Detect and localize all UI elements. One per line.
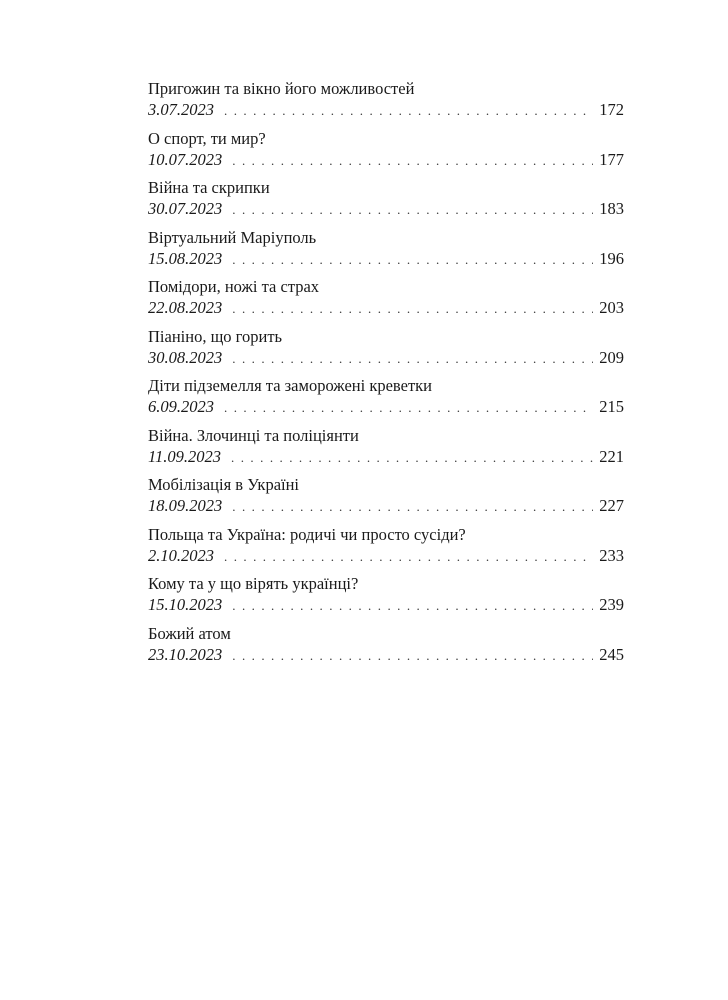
toc-entry-page: 239 [599, 595, 624, 614]
dot-leader [232, 199, 593, 221]
toc-entry[interactable] [148, 573, 624, 623]
toc-entry[interactable] [148, 177, 624, 227]
toc-entry-date: 2.10.2023 [148, 545, 214, 565]
toc-entry-page: 233 [599, 545, 624, 565]
toc-entry-page: 203 [599, 298, 624, 317]
toc-entry-title: Мобілізація в Україні [148, 475, 300, 494]
toc-entry-line [148, 644, 624, 667]
toc-entry-date: 11.09.2023 [148, 446, 222, 466]
toc-entry-title: Війна та скрипки [148, 178, 270, 197]
toc-entry-title: Війна. Злочинці та поліціянти [148, 425, 359, 445]
toc-entry-line [148, 545, 624, 568]
toc-entry-line [148, 446, 624, 469]
toc-entry-date: 3.07.2023 [148, 100, 214, 119]
toc-entry-line [148, 149, 624, 172]
toc-entry-page: 177 [599, 149, 624, 169]
toc-entry[interactable] [148, 425, 624, 475]
toc-entry-date: 6.09.2023 [148, 397, 214, 416]
toc-entry-title: Піаніно, що горить [148, 326, 283, 346]
toc-entry[interactable] [148, 78, 624, 128]
toc-entry[interactable] [148, 524, 624, 574]
dot-leader [224, 397, 593, 419]
toc-entry-date: 30.08.2023 [148, 347, 223, 367]
dot-leader [232, 496, 593, 518]
toc-entry-line [148, 198, 624, 221]
toc-entry-date: 22.08.2023 [148, 298, 223, 317]
dot-leader [231, 447, 593, 469]
toc-entry-page: 172 [599, 100, 624, 119]
toc-entry[interactable] [148, 128, 624, 178]
dot-leader [224, 546, 593, 568]
dot-leader [232, 348, 593, 370]
toc-entry-page: 221 [599, 446, 624, 466]
toc-entry-line [148, 396, 624, 419]
toc-entry-page: 245 [599, 644, 624, 664]
toc-entry[interactable] [148, 227, 624, 277]
toc-entry-date: 23.10.2023 [148, 644, 223, 664]
toc-entry-page: 227 [599, 496, 624, 515]
toc-entry-date: 18.09.2023 [148, 496, 223, 515]
toc-entry[interactable] [148, 326, 624, 376]
toc-entry-page: 196 [599, 248, 624, 268]
toc-entry[interactable] [148, 276, 624, 326]
toc-entry-page: 209 [599, 347, 624, 367]
toc-entry-title: Польща та Україна: родичі чи просто сусіди? [148, 524, 466, 544]
toc-entry-page: 215 [599, 397, 624, 416]
table-of-contents [148, 78, 624, 672]
dot-leader [232, 645, 593, 667]
toc-entry-line [148, 297, 624, 320]
toc-entry-date: 10.07.2023 [148, 149, 223, 169]
toc-entry-title: Божий атом [148, 623, 231, 643]
toc-entry-title: Діти підземелля та заморожені креветки [148, 376, 432, 395]
toc-entry[interactable] [148, 375, 624, 425]
toc-entry-title: Пригожин та вікно його можливостей [148, 79, 415, 98]
toc-entry-date: 15.08.2023 [148, 248, 223, 268]
toc-entry-line [148, 347, 624, 370]
toc-entry[interactable] [148, 474, 624, 524]
toc-entry-page: 183 [599, 199, 624, 218]
toc-entry-date: 15.10.2023 [148, 595, 223, 614]
toc-entry-line [148, 495, 624, 518]
dot-leader [224, 100, 593, 122]
toc-entry-line [148, 248, 624, 271]
toc-entry-title: Помідори, ножі та страх [148, 277, 320, 296]
toc-entry-title: Віртуальний Маріуполь [148, 227, 317, 247]
dot-leader [232, 298, 593, 320]
dot-leader [232, 595, 593, 617]
toc-entry-line [148, 594, 624, 617]
toc-entry-date: 30.07.2023 [148, 199, 223, 218]
dot-leader [232, 249, 593, 271]
toc-entry-line [148, 99, 624, 122]
toc-entry-title: Кому та у що вірять українці? [148, 574, 359, 593]
toc-entry[interactable] [148, 623, 624, 673]
dot-leader [232, 150, 593, 172]
toc-entry-title: О спорт, ти мир? [148, 128, 266, 148]
